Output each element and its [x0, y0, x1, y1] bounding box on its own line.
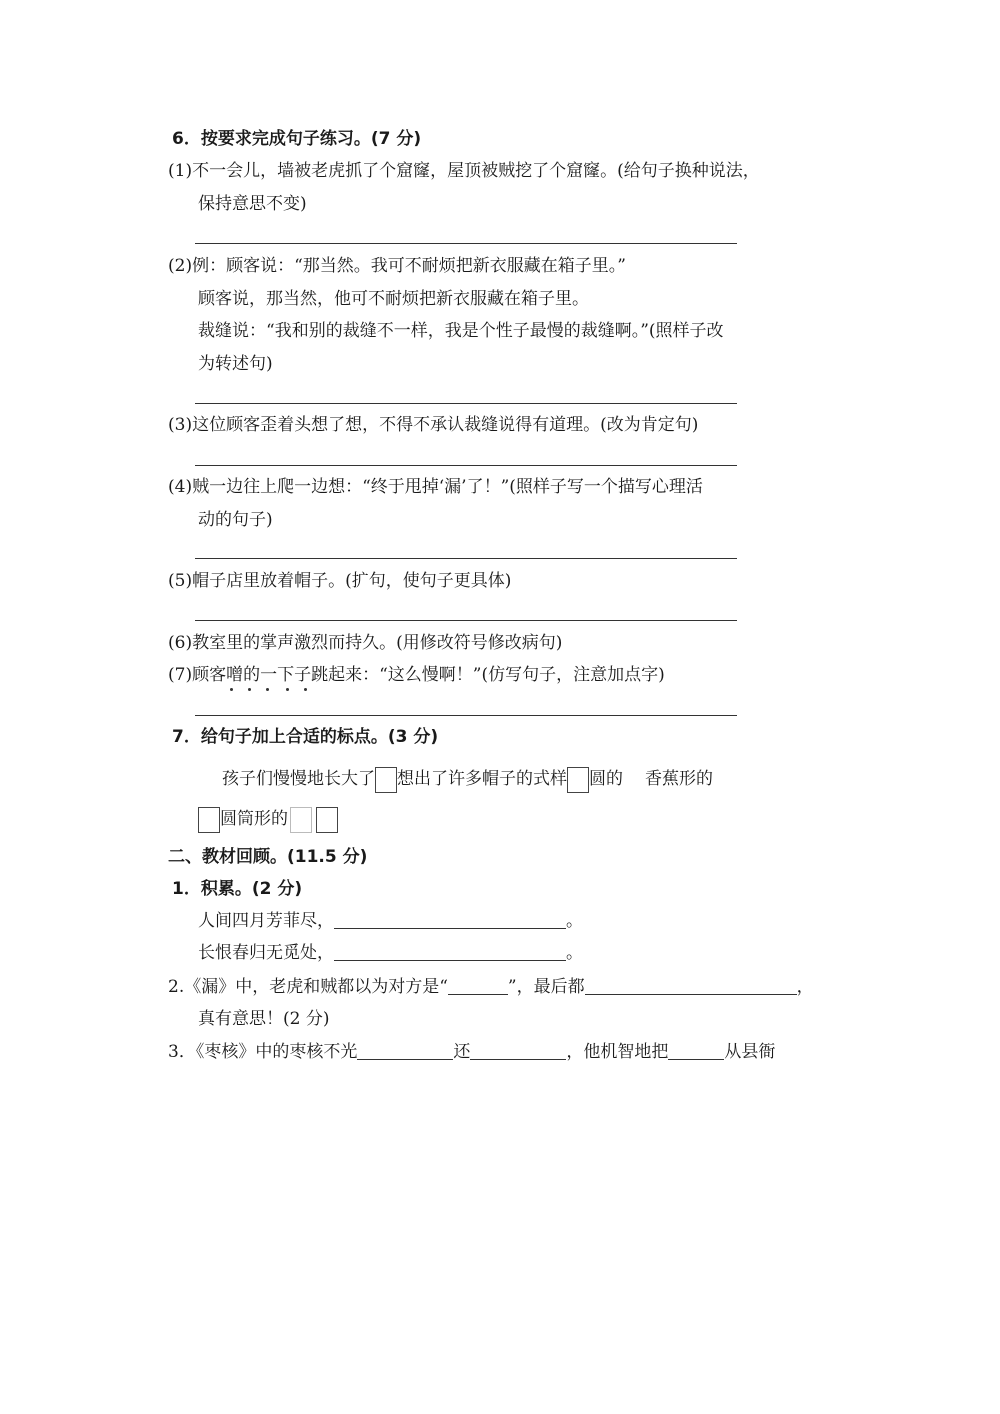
s2-q1-line1-period: 。	[566, 911, 583, 931]
s2-q2-line2: 真有意思！(2 分)	[198, 1009, 330, 1029]
punctuation-box-6[interactable]	[316, 807, 338, 833]
s2-q2-blank-1[interactable]	[448, 976, 508, 995]
q7-sentence-line1	[222, 766, 713, 793]
q7-segment-2: 想出了许多帽子的式样	[397, 769, 567, 789]
s2-q2-text-a: 2.《漏》中，老虎和贼都以为对方是“	[168, 977, 448, 997]
emphasis-dots	[230, 688, 310, 692]
q6-item4-line2: 动的句子)	[198, 510, 273, 530]
s2-q3-blank-1[interactable]	[357, 1041, 453, 1060]
q7-segment-1: 孩子们慢慢地长大了	[222, 769, 375, 789]
s2-q1-blank-1[interactable]	[334, 910, 566, 929]
q6-item4-answer-line[interactable]	[195, 558, 737, 559]
punctuation-box-5[interactable]	[290, 807, 312, 833]
q7-segment-4: 香蕉形的	[645, 769, 713, 789]
q6-item1-answer-line[interactable]	[195, 243, 737, 244]
s2-q1-line1	[198, 910, 583, 932]
q6-item2-answer-line[interactable]	[195, 403, 737, 404]
q6-item2-line4: 为转述句)	[198, 354, 273, 374]
s2-q2-line1	[168, 976, 814, 998]
s2-q3-blank-3[interactable]	[668, 1041, 724, 1060]
punctuation-box-1[interactable]	[375, 767, 397, 793]
s2-q2-blank-2[interactable]	[585, 976, 797, 995]
punctuation-box-3[interactable]	[623, 767, 645, 793]
q6-item7-answer-line[interactable]	[195, 715, 737, 716]
s2-q3-text-d: 从县衙	[724, 1042, 776, 1062]
q6-item5-text: (5)帽子店里放着帽子。(扩句，使句子更具体)	[168, 571, 512, 591]
q6-item4-line1: (4)贼一边往上爬一边想：“终于甩掉‘漏’了！”(照样子写一个描写心理活	[168, 477, 703, 497]
s2-q1-header: 1．积累。(2 分)	[172, 879, 303, 899]
s2-q1-line2	[198, 942, 583, 964]
s2-q3-text-a: 3．《枣核》中的枣核不光	[168, 1042, 358, 1062]
q6-item2-line2: 顾客说，那当然，他可不耐烦把新衣服藏在箱子里。	[198, 289, 589, 309]
q6-item2-line3: 裁缝说：“我和别的裁缝不一样，我是个性子最慢的裁缝啊。”(照样子改	[198, 321, 724, 341]
s2-q1-blank-2[interactable]	[334, 942, 566, 961]
q6-item7-text: (7)顾客噌的一下子跳起来：“这么慢啊！”(仿写句子，注意加点字)	[168, 665, 665, 685]
q7-segment-3: 圆的	[589, 769, 623, 789]
q6-item3-text: (3)这位顾客歪着头想了想，不得不承认裁缝说得有道理。(改为肯定句)	[168, 415, 699, 435]
section2-header: 二、教材回顾。(11.5 分)	[168, 847, 368, 867]
s2-q2-text-b: ”，最后都	[507, 977, 585, 997]
s2-q1-line1-text: 人间四月芳菲尽，	[198, 911, 334, 931]
q6-item2-line1: (2)例：顾客说：“那当然。我可不耐烦把新衣服藏在箱子里。”	[168, 256, 626, 276]
s2-q3-blank-2[interactable]	[470, 1041, 566, 1060]
punctuation-box-2[interactable]	[567, 767, 589, 793]
s2-q3-text-c: ，他机智地把	[566, 1042, 669, 1062]
q7-sentence-line2	[198, 806, 338, 833]
s2-q2-text-c: ，	[796, 977, 814, 997]
s2-q3-text-b: 还	[453, 1042, 471, 1062]
s2-q1-line2-period: 。	[566, 943, 583, 963]
s2-q1-line2-text: 长恨春归无觅处，	[198, 943, 334, 963]
q7-segment-5: 圆筒形的	[220, 809, 288, 829]
q6-item5-answer-line[interactable]	[195, 620, 737, 621]
q7-header: 7．给句子加上合适的标点。(3 分)	[172, 727, 439, 747]
s2-q3-line1	[168, 1041, 775, 1063]
q6-item3-answer-line[interactable]	[195, 465, 737, 466]
q6-item1-line1: (1)不一会儿，墙被老虎抓了个窟窿，屋顶被贼挖了个窟窿。(给句子换种说法，	[168, 161, 760, 181]
q6-header: 6．按要求完成句子练习。(7 分)	[172, 129, 422, 149]
q6-item6-text: (6)教室里的掌声激烈而持久。(用修改符号修改病句)	[168, 633, 563, 653]
q6-item1-line2: 保持意思不变)	[198, 194, 307, 214]
punctuation-box-4[interactable]	[198, 807, 220, 833]
